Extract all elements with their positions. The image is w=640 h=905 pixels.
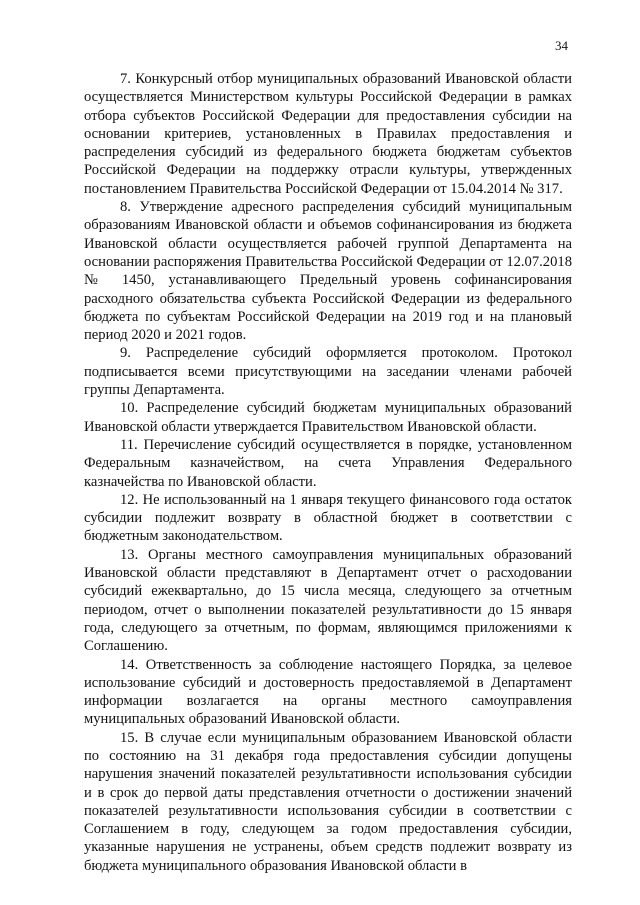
paragraph-10: 10. Распределение субсидий бюджетам муниципальных образований Ивановской области утверждается Правительством Ивановской области. bbox=[84, 400, 572, 435]
paragraph-15: 15. В случае если муниципальным образованием Ивановской области по состоянию на 31 декабря года предоставления субсидии допущены нарушения значений показателей результативности использования субсидии и в срок до первой даты представления отчетности о достижении значений показателей результативности использования субсидии в соответствии с Соглашением в году, следующем за годом предоставления субсидии, указанные нарушения не устранены, объем средств подлежит возврату из бюджета муниципального образования Ивановской области в bbox=[84, 729, 572, 874]
paragraph-7: 7. Конкурсный отбор муниципальных образований Ивановской области осуществляется Министерством культуры Российской Федерации в рамках отбора субъектов Российской Федерации для предоставления субсидии на основании критериев, установленных в Правилах предоставления и распределения субсидий из федерального бюджета бюджетам субъектов Российской Федерации на поддержку отрасли культуры, утвержденных постановлением Правительства Российской Федерации от 15.04.2014 № 317. bbox=[84, 71, 572, 197]
document-body bbox=[84, 70, 572, 875]
paragraph-12: 12. Не использованный на 1 января текущего финансового года остаток субсидии подлежит возврату в областной бюджет в соответствии с бюджетным законодательством. bbox=[84, 491, 572, 545]
paragraph-8: 8. Утверждение адресного распределения субсидий муниципальным образованиям Ивановской области и объемов софинансирования из бюджета Ивановской области осуществляется рабочей группой Департамента на основании распоряжения Правительства Российской Федерации от 12.07.2018 № 1450, устанавливающего Предельный уровень софинансирования расходного обязательства субъекта Российской Федерации из федерального бюджета по субъектам Российской Федерации на 2019 год и на плановый период 2020 и 2021 годов. bbox=[84, 199, 572, 344]
page-number: 34 bbox=[555, 38, 568, 53]
paragraph-13: 13. Органы местного самоуправления муниципальных образований Ивановской области представляют в Департамент отчет о расходовании субсидий ежеквартально, до 15 числа месяца, следующего за отчетным периодом, отчет о выполнении показателей результативности до 15 января года, следующего за отчетным, по формам, являющимся приложениями к Соглашению. bbox=[84, 546, 572, 655]
paragraph-11: 11. Перечисление субсидий осуществляется в порядке, установленном Федеральным казначейством, на счета Управления Федерального казначейства по Ивановской области. bbox=[84, 436, 572, 490]
paragraph-9: 9. Распределение субсидий оформляется протоколом. Протокол подписывается всеми присутствующими на заседании членами рабочей группы Департамента. bbox=[84, 345, 572, 399]
paragraph-14: 14. Ответственность за соблюдение настоящего Порядка, за целевое использование субсидий и достоверность предоставляемой в Департамент информации возлагается на органы местного самоуправления муниципальных образований Ивановской области. bbox=[84, 656, 572, 728]
